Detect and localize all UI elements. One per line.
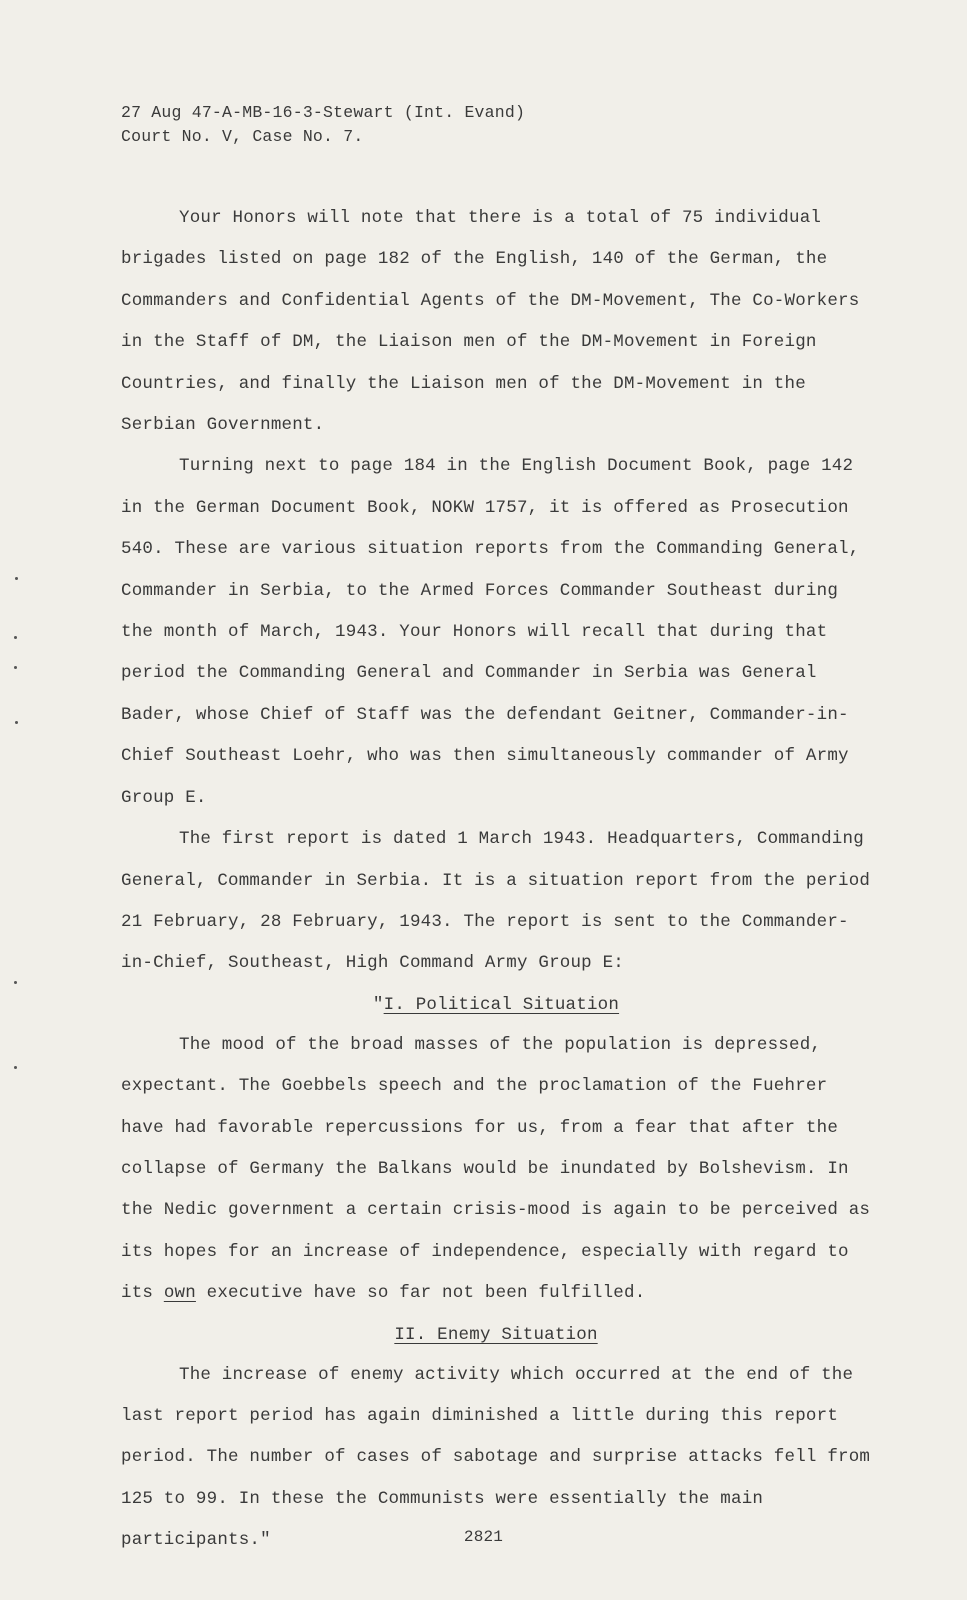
document-body	[121, 198, 871, 1562]
paragraph-enemy-situation: The increase of enemy activity which occurred at the end of the last report period has again diminished a little during this report period. The number of cases of sabotage and surprise attacks fell from 125 to 99. In these the Communists were essentially the main participants."	[121, 1364, 871, 1551]
header-reference-line: 27 Aug 47-A-MB-16-3-Stewart (Int. Evand)	[121, 103, 526, 122]
header-court-line: Court No. V, Case No. 7.	[121, 127, 364, 146]
paragraph-brigades: Your Honors will note that there is a total of 75 individual brigades listed on page 182 of the English, 140 of the German, the Commanders and Confidential Agents of the DM-Movement, The Co-Workers in the Staff of DM, the Liaison men of the DM-Movement in Foreign Countries, and finally the Liaison men of the DM-Movement in the Serbian Government.	[121, 208, 860, 436]
political-text-before: The mood of the broad masses of the population is depressed, expectant. The Goebbels speech and the proclamation of the Fuehrer have had favorable repercussions for us, from a fear that after the collapse of Germany the Balkans would be inundated by Bolshevism. In the Nedic government a certain crisis-mood is again to be perceived as its hopes for an increase of independence, especially with regard to its	[121, 1034, 871, 1304]
heading-open-quote: "	[372, 994, 384, 1015]
margin-speck	[15, 577, 18, 580]
margin-speck	[14, 636, 17, 639]
page-number: 2821	[463, 1528, 504, 1546]
political-underlined-word: own	[163, 1283, 196, 1304]
margin-speck	[14, 981, 17, 984]
political-text-after: executive have so far not been fulfilled.	[195, 1283, 646, 1304]
heading-political-text: I. Political Situation	[383, 994, 620, 1015]
paragraph-situation-reports: Turning next to page 184 in the English Document Book, page 142 in the German Document Book, NOKW 1757, it is offered as Prosecution 540. These are various situation reports from the Commanding General, Commander in Serbia, to the Armed Forces Commander Southeast during the month of March, 1943. Your Honors will recall that during that period the Commanding General and Commander in Serbia was General Bader, whose Chief of Staff was the defendant Geitner, Commander-in-Chief Southeast Loehr, who was then simultaneously commander of Army Group E.	[121, 456, 860, 808]
document-header	[121, 101, 525, 149]
paragraph-political-situation	[121, 1025, 871, 1315]
section-heading-enemy	[121, 1315, 871, 1355]
section-heading-political	[121, 985, 871, 1025]
margin-speck	[14, 1066, 17, 1069]
paragraph-first-report: The first report is dated 1 March 1943. Headquarters, Commanding General, Commander in Serbia. It is a situation report from the period 21 February, 28 February, 1943. The report is sent to the Commander-in-Chief, Southeast, High Command Army Group E:	[121, 829, 871, 974]
heading-enemy-text: II. Enemy Situation	[394, 1324, 598, 1345]
margin-speck	[14, 666, 17, 669]
margin-speck	[15, 721, 18, 724]
